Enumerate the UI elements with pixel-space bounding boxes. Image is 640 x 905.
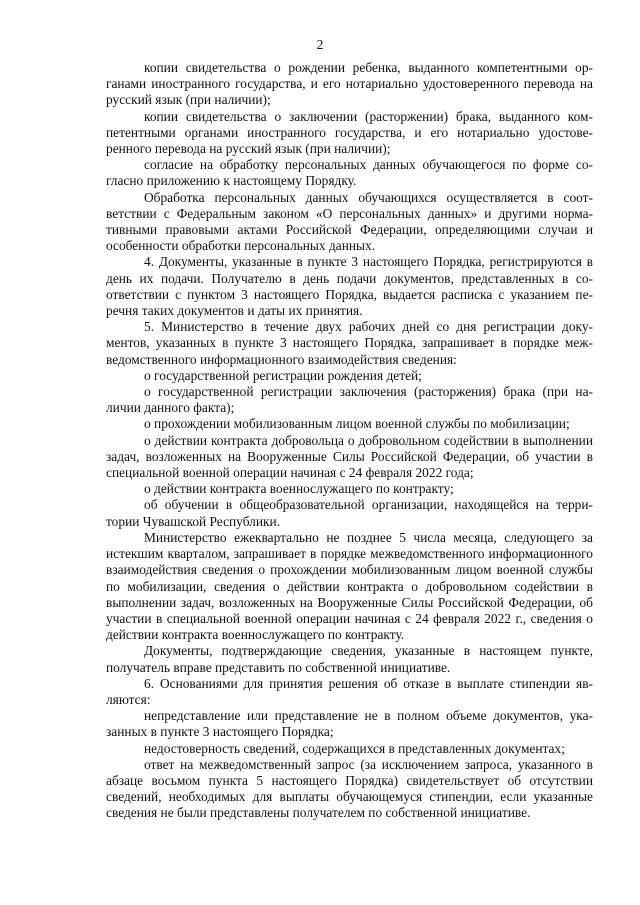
paragraph: копии свидетельства о рождении ребенка, выданного компетентными органами иностранного государства, и его нотариально удостоверенного перевода на русский язык (при наличии); (106, 60, 593, 108)
paragraph: недостоверность сведений, содержащихся в представленных документах; (144, 740, 565, 756)
paragraph: 6. Основаниями для принятия решения об отказе в выплате стипендии являются: (106, 675, 593, 707)
paragraph: Документы, подтверждающие сведения, указанные в настоящем пункте, получатель вправе представить по собственной инициативе. (106, 643, 593, 675)
paragraph: копии свидетельства о заключении (расторжении) брака, выданного компетентными органами иностранного государства, и его нотариально удостоверенного перевода на русский язык (при наличии); (106, 108, 593, 157)
paragraph: о государственной регистрации рождения детей; (144, 367, 422, 383)
paragraph: об обучении в общеобразовательной организации, находящейся на территории Чувашской Республики. (106, 497, 593, 529)
paragraph: о действии контракта добровольца о добровольном содействии в выполнении задач, возложенных на Вооруженные Силы Российской Федерации, об участии в специальной военной операции начиная с 24 февраля 2022 года; (106, 432, 593, 481)
paragraph: непредставление или представление не в полном объеме документов, указанных в пункте 3 настоящего Порядка; (106, 708, 593, 740)
paragraph: ответ на межведомственный запрос (за исключением запроса, указанного в абзаце восьмом пункта 5 настоящего Порядка) свидетельствует об отсутствии сведений, необходимых для выплаты обучающемуся стипендии, если указанные сведения не были представлены получателем по собственной инициативе. (106, 756, 593, 821)
paragraph: о прохождении мобилизованным лицом военной службы по мобилизации; (144, 416, 570, 432)
paragraph: Министерство ежеквартально не позднее 5 числа месяца, следующего за истекшим кварталом, запрашивает в порядке межведомственного информационного взаимодействия сведения о прохождении мобилизованным лицом военной службы по мобилизации, сведения о действии контракта о добровольном содействии в выполнении задач, возложенных на Вооруженные Силы Российской Федерации, об участии в специальной военной операции начиная с 24 февраля 2022 г., сведения о действии контракта военнослужащего по контракту. (106, 529, 593, 643)
page-number: 2 (316, 37, 324, 52)
paragraph: о государственной регистрации заключения (расторжения) брака (при наличии данного факта); (106, 384, 593, 416)
paragraph: Обработка персональных данных обучающихся осуществляется в соответствии с Федеральным законом «О персональных данных» и другими нормативными правовыми актами Российской Федерации, определяющими случаи и особенности обработки персональных данных. (106, 189, 593, 254)
document-body (106, 60, 593, 822)
paragraph: 4. Документы, указанные в пункте 3 настоящего Порядка, регистрируются в день их подачи. Получателю в день подачи документов, представленных в соответствии с пунктом 3 настоящего Порядка, выдается расписка с указанием перечня таких документов и даты их принятия. (106, 254, 593, 319)
paragraph: о действии контракта военнослужащего по контракту; (144, 481, 454, 497)
paragraph: 5. Министерство в течение двух рабочих дней со дня регистрации документов, указанных в пункте 3 настоящего Порядка, запрашивает в порядке межведомственного информационного взаимодействия сведения: (106, 319, 593, 367)
paragraph: согласие на обработку персональных данных обучающегося по форме согласно приложению к настоящему Порядку. (106, 157, 593, 189)
